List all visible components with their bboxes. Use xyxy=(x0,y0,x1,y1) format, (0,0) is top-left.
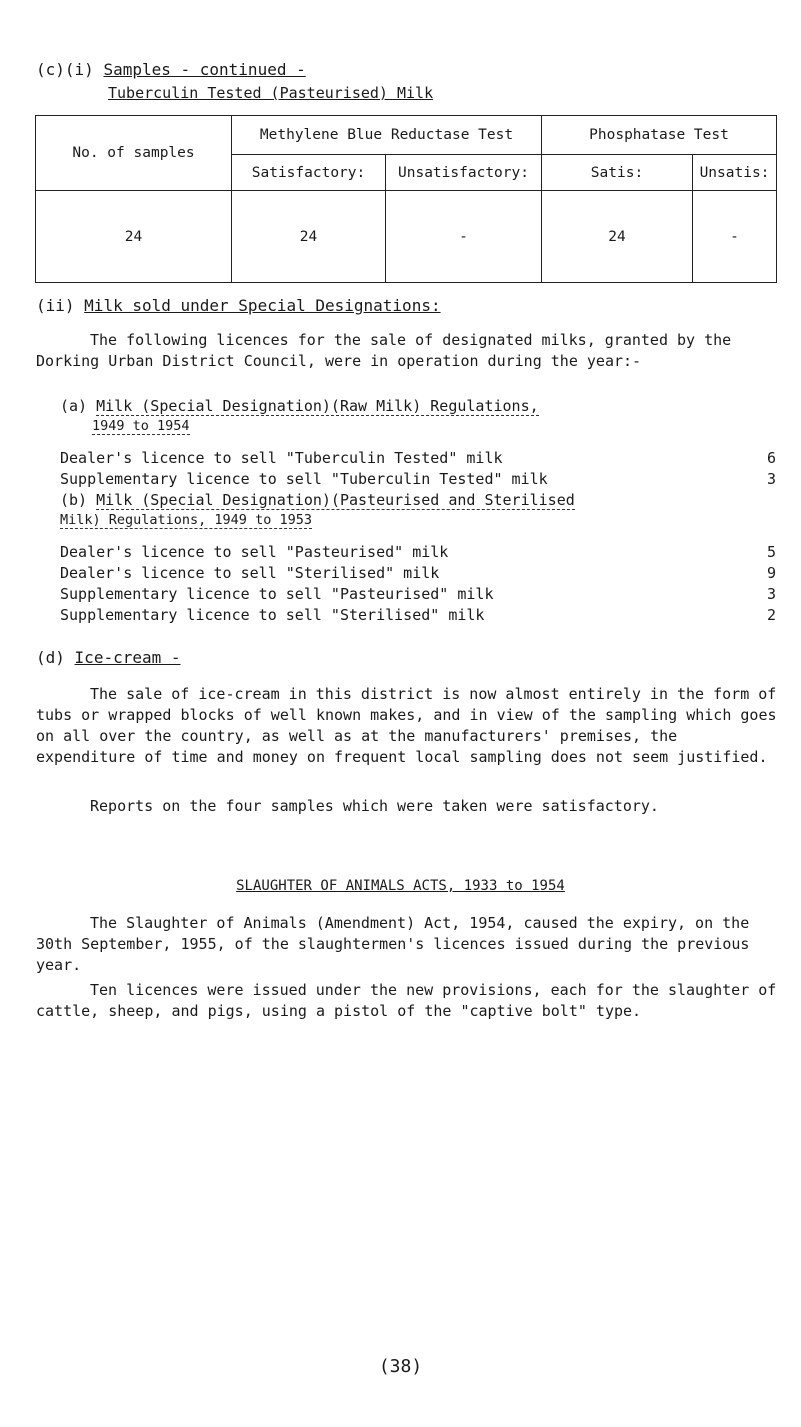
list-item xyxy=(60,606,776,624)
subsection-b-title xyxy=(60,491,575,509)
section-number: (c)(i) xyxy=(36,60,94,79)
header-phosphatase: Phosphatase Test xyxy=(542,116,777,155)
slaughter-paragraph-1: The Slaughter of Animals (Amendment) Act, 1954, caused the expiry, on the 30th September, 1955, of the slaughtermen's licences issued during the previous year. xyxy=(36,914,750,974)
licence-count: 9 xyxy=(766,564,776,582)
heading-text: Milk sold under Special Designations: xyxy=(84,296,441,315)
ice-cream-paragraph-2: Reports on the four samples which were taken were satisfactory. xyxy=(90,797,659,815)
list-item xyxy=(60,564,776,582)
section-title: Samples - continued - xyxy=(103,60,306,79)
list-item xyxy=(60,585,776,603)
header-no-of-samples: No. of samples xyxy=(36,116,232,191)
subsection-b-title-line2: Milk) Regulations, 1949 to 1953 xyxy=(60,512,312,528)
subsection-b-title-line1: Milk (Special Designation)(Pasteurised and Sterilised xyxy=(96,491,575,509)
list-item xyxy=(60,470,776,488)
licence-text: Dealer's licence to sell "Tuberculin Tested" milk xyxy=(60,449,503,467)
table-row xyxy=(36,191,777,283)
slaughter-paragraph-2: Ten licences were issued under the new provisions, each for the slaughter of cattle, sheep, and pigs, using a pistol of the "captive bolt" type. xyxy=(36,981,777,1020)
list-item xyxy=(60,543,776,561)
cell-ph-unsatis: - xyxy=(693,191,777,283)
subtitle: Tuberculin Tested (Pasteurised) Milk xyxy=(108,84,434,102)
licence-count: 5 xyxy=(766,543,776,561)
heading-number: (ii) xyxy=(36,296,75,315)
subsection-a-title xyxy=(60,397,539,415)
cell-mb-unsatisfactory: - xyxy=(386,191,542,283)
ice-cream-heading xyxy=(36,648,181,667)
licence-text: Supplementary licence to sell "Pasteurised" milk xyxy=(60,585,494,603)
samples-table xyxy=(35,115,777,283)
ice-cream-title: Ice-cream - xyxy=(74,648,181,667)
header-methylene-blue: Methylene Blue Reductase Test xyxy=(232,116,542,155)
subsection-a-title-line1: Milk (Special Designation)(Raw Milk) Regulations, xyxy=(96,397,539,415)
subsection-a-label: (a) xyxy=(60,397,88,415)
cell-mb-satisfactory: 24 xyxy=(232,191,386,283)
special-designations-heading xyxy=(36,296,441,315)
ice-cream-paragraph-1: The sale of ice-cream in this district is now almost entirely in the form of tubs or wrapped blocks of well known makes, and in view of the sampling which goes on all over the country, as well as at the manufacturers' premises, the expenditure of time and money on frequent local sampling does not seem justified. xyxy=(36,685,777,766)
header-ph-satis: Satis: xyxy=(542,155,693,191)
cell-ph-satis: 24 xyxy=(542,191,693,283)
page-number: (38) xyxy=(378,1356,423,1377)
section-header xyxy=(36,60,306,79)
header-mb-unsatisfactory: Unsatisfactory: xyxy=(386,155,542,191)
ice-cream-label: (d) xyxy=(36,648,65,667)
licence-count: 2 xyxy=(766,606,776,624)
cell-samples: 24 xyxy=(36,191,232,283)
licence-text: Dealer's licence to sell "Sterilised" milk xyxy=(60,564,440,582)
licence-count: 3 xyxy=(766,470,776,488)
licence-text: Dealer's licence to sell "Pasteurised" milk xyxy=(60,543,449,561)
licence-text: Supplementary licence to sell "Tuberculin Tested" milk xyxy=(60,470,548,488)
subsection-a-title-line2: 1949 to 1954 xyxy=(92,418,190,434)
header-mb-satisfactory: Satisfactory: xyxy=(232,155,386,191)
special-designations-intro: The following licences for the sale of designated milks, granted by the Dorking Urban District Council, were in operation during the year:- xyxy=(36,331,732,370)
licence-text: Supplementary licence to sell "Sterilised" milk xyxy=(60,606,485,624)
subsection-b-label: (b) xyxy=(60,491,88,509)
licence-count: 3 xyxy=(766,585,776,603)
slaughter-heading: SLAUGHTER OF ANIMALS ACTS, 1933 to 1954 xyxy=(236,878,565,894)
header-ph-unsatis: Unsatis: xyxy=(693,155,777,191)
licence-count: 6 xyxy=(766,449,776,467)
list-item xyxy=(60,449,776,467)
